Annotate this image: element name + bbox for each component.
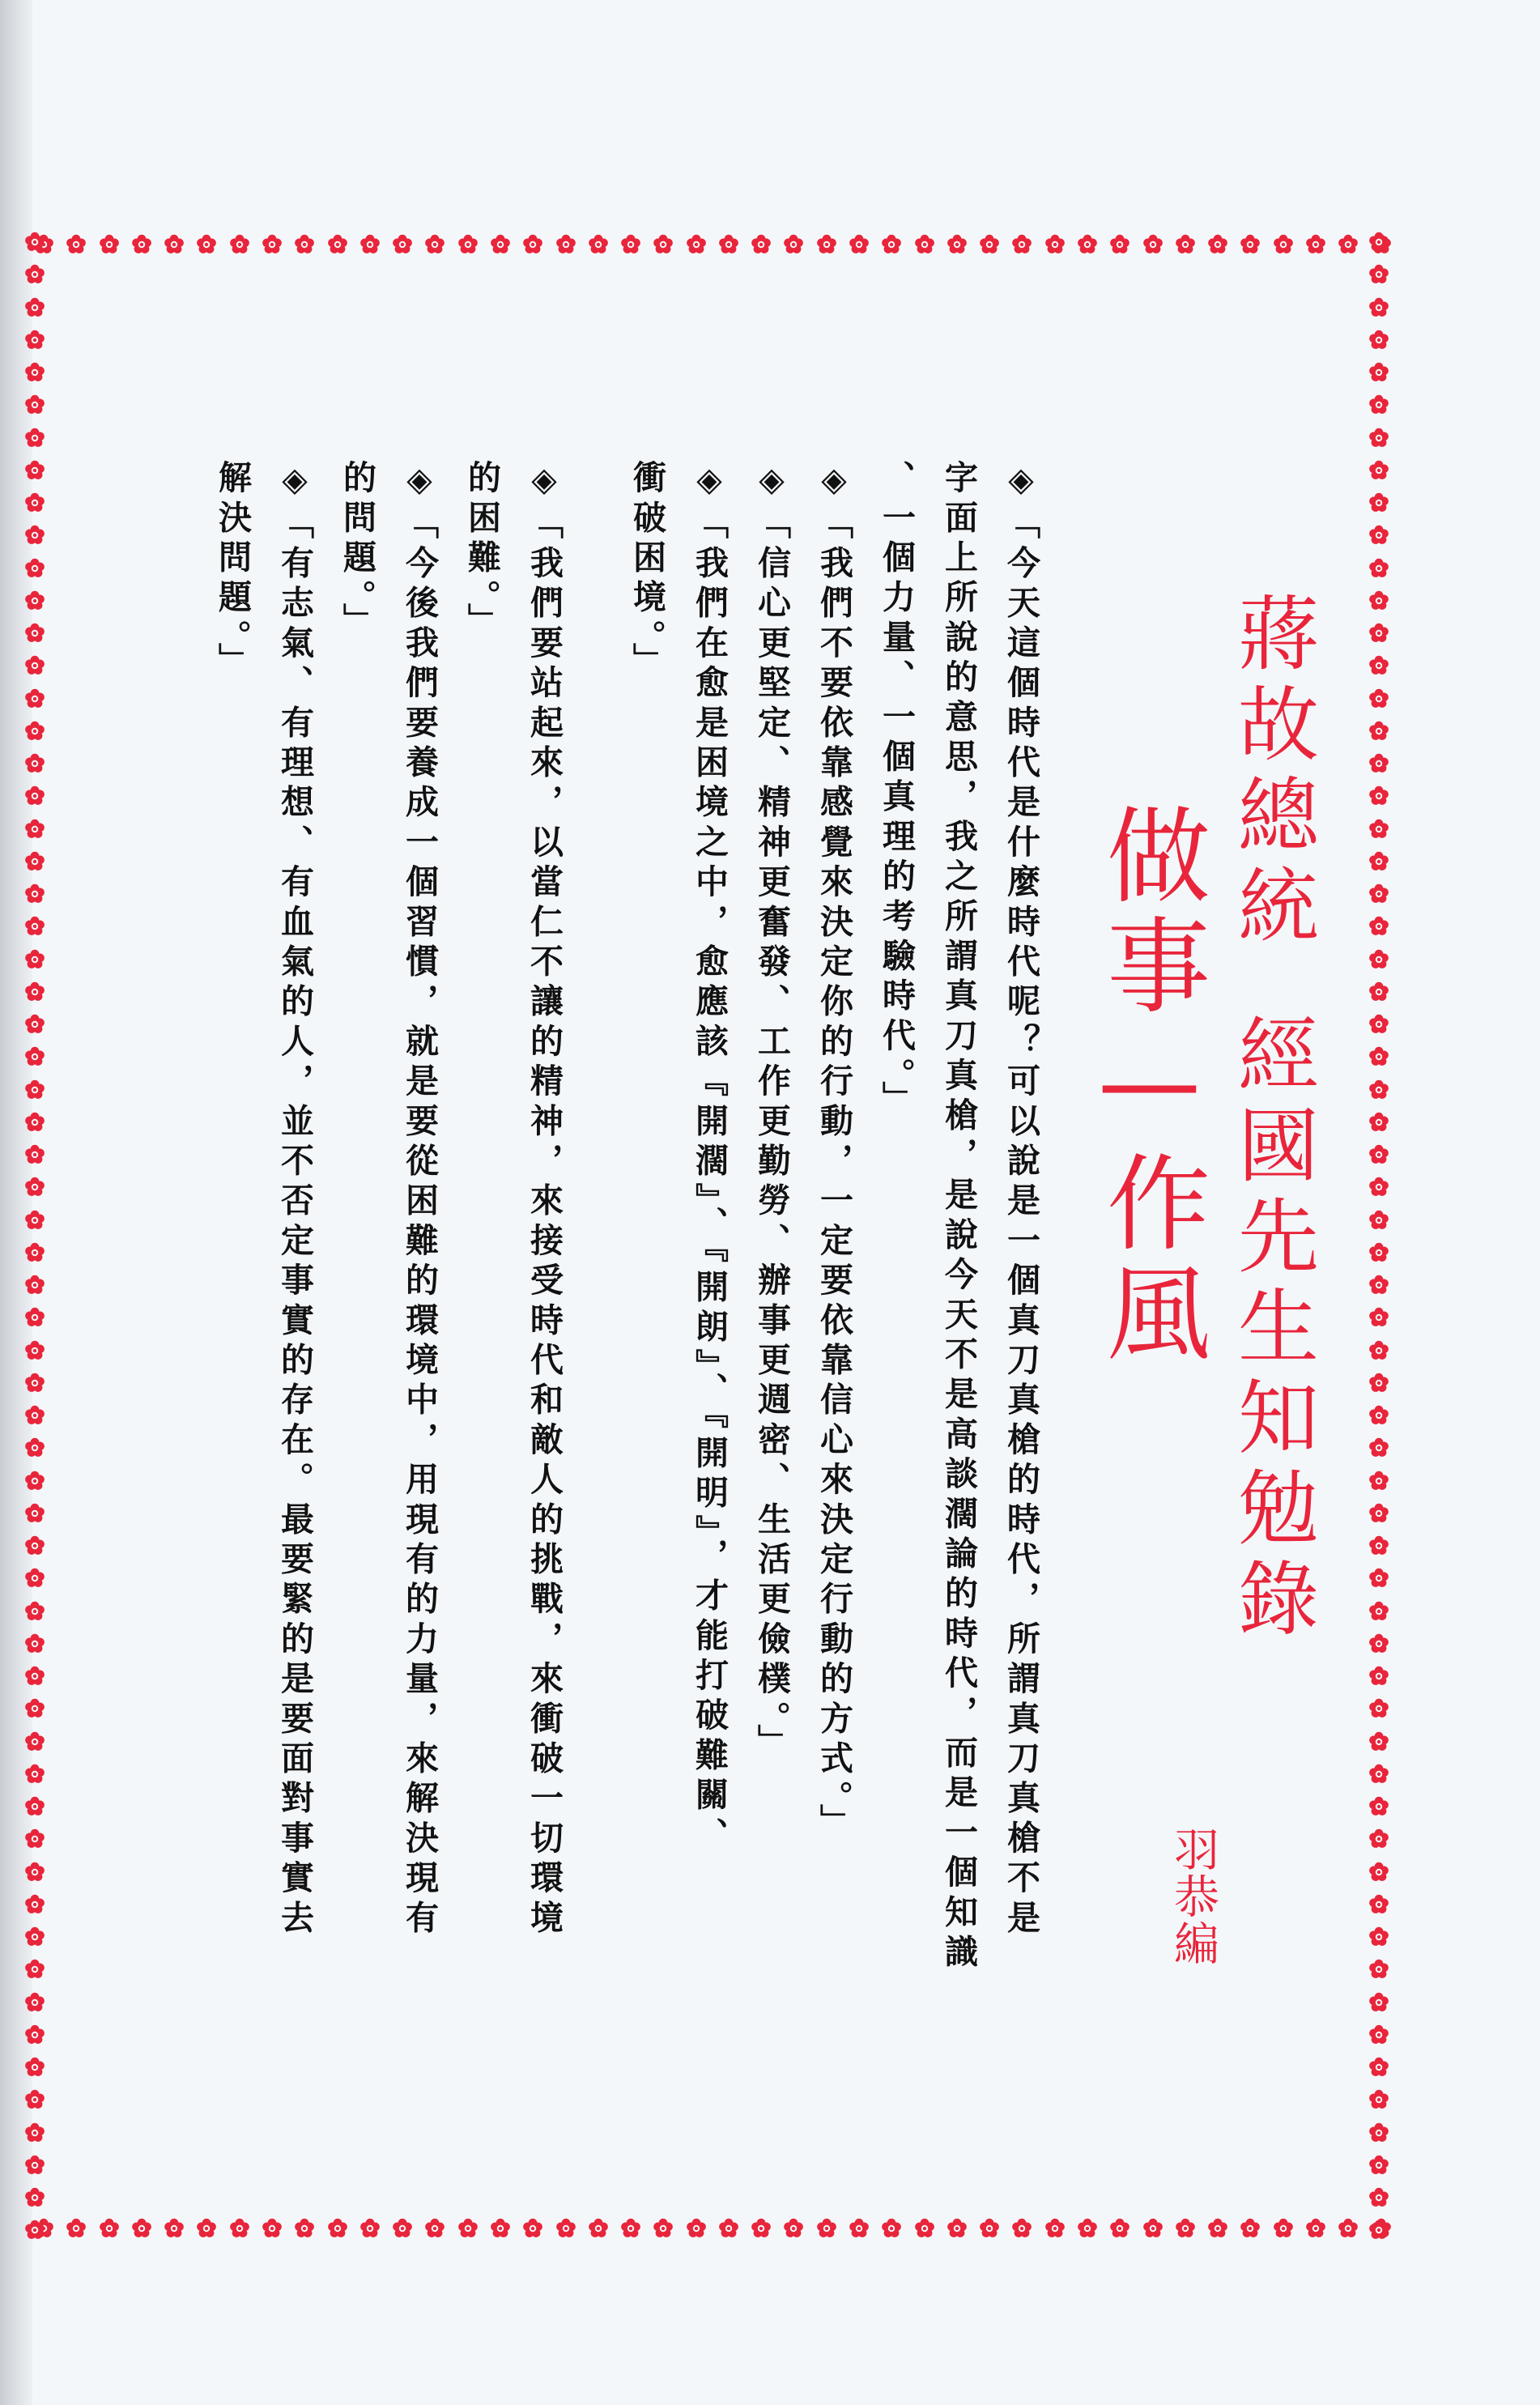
plum-blossom-icon [23, 263, 46, 286]
plum-blossom-icon [880, 2217, 903, 2240]
plum-blossom-icon [1368, 1470, 1390, 1492]
plum-blossom-icon [489, 2217, 512, 2240]
plum-blossom-icon [913, 233, 936, 256]
plum-blossom-icon [1368, 557, 1390, 580]
plum-blossom-icon [555, 2217, 577, 2240]
plum-blossom-icon [1368, 1958, 1390, 1981]
plum-blossom-icon [1368, 1600, 1390, 1623]
plum-blossom-icon [1304, 2217, 1327, 2240]
plum-blossom-icon [23, 687, 46, 710]
plum-blossom-icon [1368, 263, 1390, 286]
plum-blossom-icon [1368, 231, 1390, 253]
plum-blossom-icon [1239, 233, 1261, 256]
border-right [1365, 231, 1393, 2242]
plum-blossom-icon [1368, 1991, 1390, 2014]
plum-blossom-icon [1368, 2024, 1390, 2046]
plum-blossom-icon [163, 233, 185, 256]
plum-blossom-icon [23, 1893, 46, 1916]
plum-blossom-icon [391, 2217, 414, 2240]
plum-blossom-icon [457, 2217, 479, 2240]
plum-blossom-icon [1337, 2217, 1359, 2240]
plum-blossom-icon [978, 2217, 1001, 2240]
plum-blossom-icon [293, 233, 316, 256]
plum-blossom-icon [750, 2217, 772, 2240]
plum-blossom-icon [23, 557, 46, 580]
plum-blossom-icon [815, 233, 838, 256]
plum-blossom-icon [1368, 785, 1390, 807]
plum-blossom-icon [1368, 1861, 1390, 1884]
plum-blossom-icon [23, 654, 46, 677]
plum-blossom-icon [815, 2217, 838, 2240]
plum-blossom-icon [848, 233, 870, 256]
plum-blossom-icon [521, 2217, 544, 2240]
body-line-10: ◈「今後我們要養成一個習慣，就是要從困難的環境中，用現有的力量，來解決現有 [400, 460, 439, 1940]
plum-blossom-icon [1368, 1437, 1390, 1459]
plum-blossom-icon [1368, 2122, 1390, 2144]
plum-blossom-icon [1368, 459, 1390, 482]
plum-blossom-icon [23, 1013, 46, 1036]
plum-blossom-icon [23, 915, 46, 938]
plum-blossom-icon [23, 1045, 46, 1068]
plum-blossom-icon [717, 2217, 740, 2240]
plum-blossom-icon [619, 2217, 642, 2240]
body-line-1: ◈「今天這個時代是什麼時代呢？可以說是一個真刀真槍的時代，所謂真刀真槍不是 [1002, 460, 1040, 1940]
plum-blossom-icon [23, 394, 46, 416]
plum-blossom-icon [946, 2217, 968, 2240]
plum-blossom-icon [1368, 524, 1390, 547]
plum-blossom-icon [1010, 2217, 1033, 2240]
plum-blossom-icon [23, 981, 46, 1003]
plum-blossom-icon [326, 233, 349, 256]
plum-blossom-icon [98, 2217, 121, 2240]
plum-blossom-icon [1368, 590, 1390, 612]
plum-blossom-icon [23, 1795, 46, 1818]
plum-blossom-icon [23, 1861, 46, 1884]
plum-blossom-icon [1368, 720, 1390, 743]
plum-blossom-icon [1368, 1632, 1390, 1655]
plum-blossom-icon [1368, 915, 1390, 938]
plum-blossom-icon [1368, 361, 1390, 384]
plum-blossom-icon [1206, 233, 1229, 256]
plum-blossom-icon [1368, 394, 1390, 416]
plum-blossom-icon [1142, 2217, 1164, 2240]
plum-blossom-icon [23, 1502, 46, 1525]
plum-blossom-icon [1368, 850, 1390, 873]
plum-blossom-icon [1368, 1111, 1390, 1134]
plum-blossom-icon [23, 296, 46, 319]
plum-blossom-icon [1368, 1404, 1390, 1427]
plum-blossom-icon [848, 2217, 870, 2240]
plum-blossom-icon [1368, 1274, 1390, 1296]
plum-blossom-icon [1368, 492, 1390, 514]
plum-blossom-icon [555, 233, 577, 256]
plum-blossom-icon [1304, 233, 1327, 256]
plum-blossom-icon [261, 233, 283, 256]
plum-blossom-icon [23, 850, 46, 873]
plum-blossom-icon [1368, 1926, 1390, 1948]
plum-blossom-icon [1368, 2219, 1390, 2241]
plum-blossom-icon [195, 233, 218, 256]
plum-blossom-icon [23, 1209, 46, 1232]
plum-blossom-icon [457, 233, 479, 256]
plum-blossom-icon [23, 1079, 46, 1101]
plum-blossom-icon [1206, 2217, 1229, 2240]
plum-blossom-icon [23, 1763, 46, 1786]
border-top [32, 231, 1393, 258]
plum-blossom-icon [1368, 1079, 1390, 1101]
plum-blossom-icon [1368, 752, 1390, 775]
plum-blossom-icon [1368, 1795, 1390, 1818]
plum-blossom-icon [23, 1632, 46, 1655]
plum-blossom-icon [1368, 1372, 1390, 1394]
body-line-12: ◈「有志氣、有理想、有血氣的人，並不否定事實的存在。最要緊的是要面對事實去 [275, 460, 314, 1940]
plum-blossom-icon [587, 2217, 610, 2240]
plum-blossom-icon [23, 1339, 46, 1362]
plum-blossom-icon [1368, 1143, 1390, 1166]
body-line-5: ◈「信心更堅定、精神更奮發、工作更勤勞、辦事更週密、生活更儉樸。」 [752, 460, 791, 1764]
plum-blossom-icon [23, 1143, 46, 1166]
plum-blossom-icon [1076, 2217, 1099, 2240]
plum-blossom-icon [23, 590, 46, 612]
plum-blossom-icon [1010, 233, 1033, 256]
plum-blossom-icon [23, 361, 46, 384]
plum-blossom-icon [23, 1470, 46, 1492]
plum-blossom-icon [23, 2088, 46, 2111]
plum-blossom-icon [1174, 233, 1197, 256]
plum-blossom-icon [23, 2186, 46, 2209]
border-left [21, 231, 49, 2242]
plum-blossom-icon [489, 233, 512, 256]
plum-blossom-icon [23, 231, 46, 253]
plum-blossom-icon [23, 2024, 46, 2046]
plum-blossom-icon [23, 329, 46, 351]
plum-blossom-icon [23, 1274, 46, 1296]
plum-blossom-icon [359, 2217, 381, 2240]
plum-blossom-icon [521, 233, 544, 256]
plum-blossom-icon [23, 427, 46, 449]
plum-blossom-icon [65, 2217, 87, 2240]
plum-blossom-icon [1368, 1241, 1390, 1264]
plum-blossom-icon [23, 1437, 46, 1459]
plum-blossom-icon [1239, 2217, 1261, 2240]
plum-blossom-icon [23, 459, 46, 482]
title-line-2: 經國先生知勉錄 [1224, 1012, 1319, 1647]
plum-blossom-icon [23, 1567, 46, 1590]
plum-blossom-icon [23, 2154, 46, 2177]
plum-blossom-icon [23, 1730, 46, 1753]
plum-blossom-icon [1368, 622, 1390, 645]
plum-blossom-icon [261, 2217, 283, 2240]
body-line-7: 衝破困境。」 [627, 460, 666, 683]
body-line-13: 解決問題。」 [213, 460, 252, 683]
plum-blossom-icon [1272, 2217, 1295, 2240]
plum-blossom-icon [1368, 427, 1390, 449]
plum-blossom-icon [1368, 1013, 1390, 1036]
plum-blossom-icon [1368, 1665, 1390, 1688]
plum-blossom-icon [293, 2217, 316, 2240]
plum-blossom-icon [98, 233, 121, 256]
plum-blossom-icon [1368, 1306, 1390, 1329]
plum-blossom-icon [195, 2217, 218, 2240]
plum-blossom-icon [23, 1828, 46, 1850]
plum-blossom-icon [23, 1665, 46, 1688]
plum-blossom-icon [23, 818, 46, 841]
body-line-4: ◈「我們不要依靠感覺來決定你的行動，一定要依靠信心來決定行動的方式。」 [815, 460, 853, 1844]
plum-blossom-icon [130, 233, 153, 256]
plum-blossom-icon [23, 2122, 46, 2144]
plum-blossom-icon [652, 2217, 674, 2240]
plum-blossom-icon [23, 1372, 46, 1394]
plum-blossom-icon [23, 1600, 46, 1623]
plum-blossom-icon [1368, 1502, 1390, 1525]
plum-blossom-icon [23, 785, 46, 807]
plum-blossom-icon [1368, 981, 1390, 1003]
plum-blossom-icon [23, 720, 46, 743]
plum-blossom-icon [1368, 1567, 1390, 1590]
plum-blossom-icon [1142, 233, 1164, 256]
plum-blossom-icon [23, 1404, 46, 1427]
body-line-3: 、一個力量、一個真理的考驗時代。」 [877, 460, 916, 1121]
body-line-11: 的問題。」 [338, 460, 376, 643]
plum-blossom-icon [23, 2219, 46, 2241]
plum-blossom-icon [1368, 1176, 1390, 1198]
body-line-6: ◈「我們在愈是困境之中，愈應該『開濶』、『開朗』、『開明』，才能打破難關、 [690, 460, 729, 1857]
plum-blossom-icon [23, 1306, 46, 1329]
plum-blossom-icon [228, 233, 251, 256]
plum-blossom-icon [978, 233, 1001, 256]
plum-blossom-icon [423, 233, 446, 256]
plum-blossom-icon [1368, 329, 1390, 351]
plum-blossom-icon [1368, 1828, 1390, 1850]
plum-blossom-icon [1368, 687, 1390, 710]
plum-blossom-icon [1368, 1535, 1390, 1557]
plum-blossom-icon [163, 2217, 185, 2240]
plum-blossom-icon [1368, 818, 1390, 841]
plum-blossom-icon [130, 2217, 153, 2240]
border-bottom [32, 2215, 1393, 2242]
plum-blossom-icon [1272, 233, 1295, 256]
plum-blossom-icon [1368, 948, 1390, 971]
plum-blossom-icon [1044, 2217, 1066, 2240]
plum-blossom-icon [750, 233, 772, 256]
plum-blossom-icon [1368, 2056, 1390, 2079]
plum-blossom-icon [359, 233, 381, 256]
plum-blossom-icon [23, 883, 46, 905]
plum-blossom-icon [1368, 1730, 1390, 1753]
plum-blossom-icon [1076, 233, 1099, 256]
editor-credit: 羽恭編 [1167, 1826, 1219, 1967]
plum-blossom-icon [1108, 233, 1131, 256]
plum-blossom-icon [880, 233, 903, 256]
plum-blossom-icon [1368, 1045, 1390, 1068]
plum-blossom-icon [685, 233, 708, 256]
plum-blossom-icon [23, 1111, 46, 1134]
plum-blossom-icon [423, 2217, 446, 2240]
plum-blossom-icon [1368, 2088, 1390, 2111]
plum-blossom-icon [23, 1535, 46, 1557]
title-line-1: 蔣故總統 [1224, 591, 1319, 954]
plum-blossom-icon [23, 1176, 46, 1198]
plum-blossom-icon [1368, 296, 1390, 319]
plum-blossom-icon [685, 2217, 708, 2240]
plum-blossom-icon [23, 622, 46, 645]
plum-blossom-icon [23, 1697, 46, 1720]
plum-blossom-icon [391, 233, 414, 256]
plum-blossom-icon [1368, 1893, 1390, 1916]
plum-blossom-icon [1108, 2217, 1131, 2240]
plum-blossom-icon [23, 948, 46, 971]
plum-blossom-icon [619, 233, 642, 256]
plum-blossom-icon [1368, 883, 1390, 905]
plum-blossom-icon [782, 233, 805, 256]
body-line-9: 的困難。」 [462, 460, 501, 643]
plum-blossom-icon [228, 2217, 251, 2240]
plum-blossom-icon [1368, 2186, 1390, 2209]
plum-blossom-icon [1368, 1339, 1390, 1362]
plum-blossom-icon [326, 2217, 349, 2240]
plum-blossom-icon [1174, 2217, 1197, 2240]
plum-blossom-icon [1368, 1697, 1390, 1720]
plum-blossom-icon [1368, 1763, 1390, 1786]
plum-blossom-icon [1368, 654, 1390, 677]
plum-blossom-icon [65, 233, 87, 256]
subtitle: 做事—作風 [1089, 802, 1210, 1369]
body-line-2: 字面上所說的意思，我之所謂真刀真槍，是說今天不是高談濶論的時代，而是一個知識 [939, 460, 978, 1974]
plum-blossom-icon [23, 524, 46, 547]
plum-blossom-icon [717, 233, 740, 256]
plum-blossom-icon [1368, 1209, 1390, 1232]
plum-blossom-icon [23, 492, 46, 514]
plum-blossom-icon [23, 1241, 46, 1264]
plum-blossom-icon [782, 2217, 805, 2240]
body-line-8: ◈「我們要站起來，以當仁不讓的精神，來接受時代和敵人的挑戰，來衝破一切環境 [525, 460, 564, 1940]
plum-blossom-icon [946, 233, 968, 256]
plum-blossom-icon [1044, 233, 1066, 256]
plum-blossom-icon [23, 1991, 46, 2014]
plum-blossom-icon [913, 2217, 936, 2240]
plum-blossom-icon [23, 752, 46, 775]
plum-blossom-icon [1368, 2154, 1390, 2177]
plum-blossom-icon [23, 1926, 46, 1948]
plum-blossom-icon [23, 1958, 46, 1981]
plum-blossom-icon [652, 233, 674, 256]
plum-blossom-icon [587, 233, 610, 256]
plum-blossom-icon [23, 2056, 46, 2079]
plum-blossom-icon [1337, 233, 1359, 256]
